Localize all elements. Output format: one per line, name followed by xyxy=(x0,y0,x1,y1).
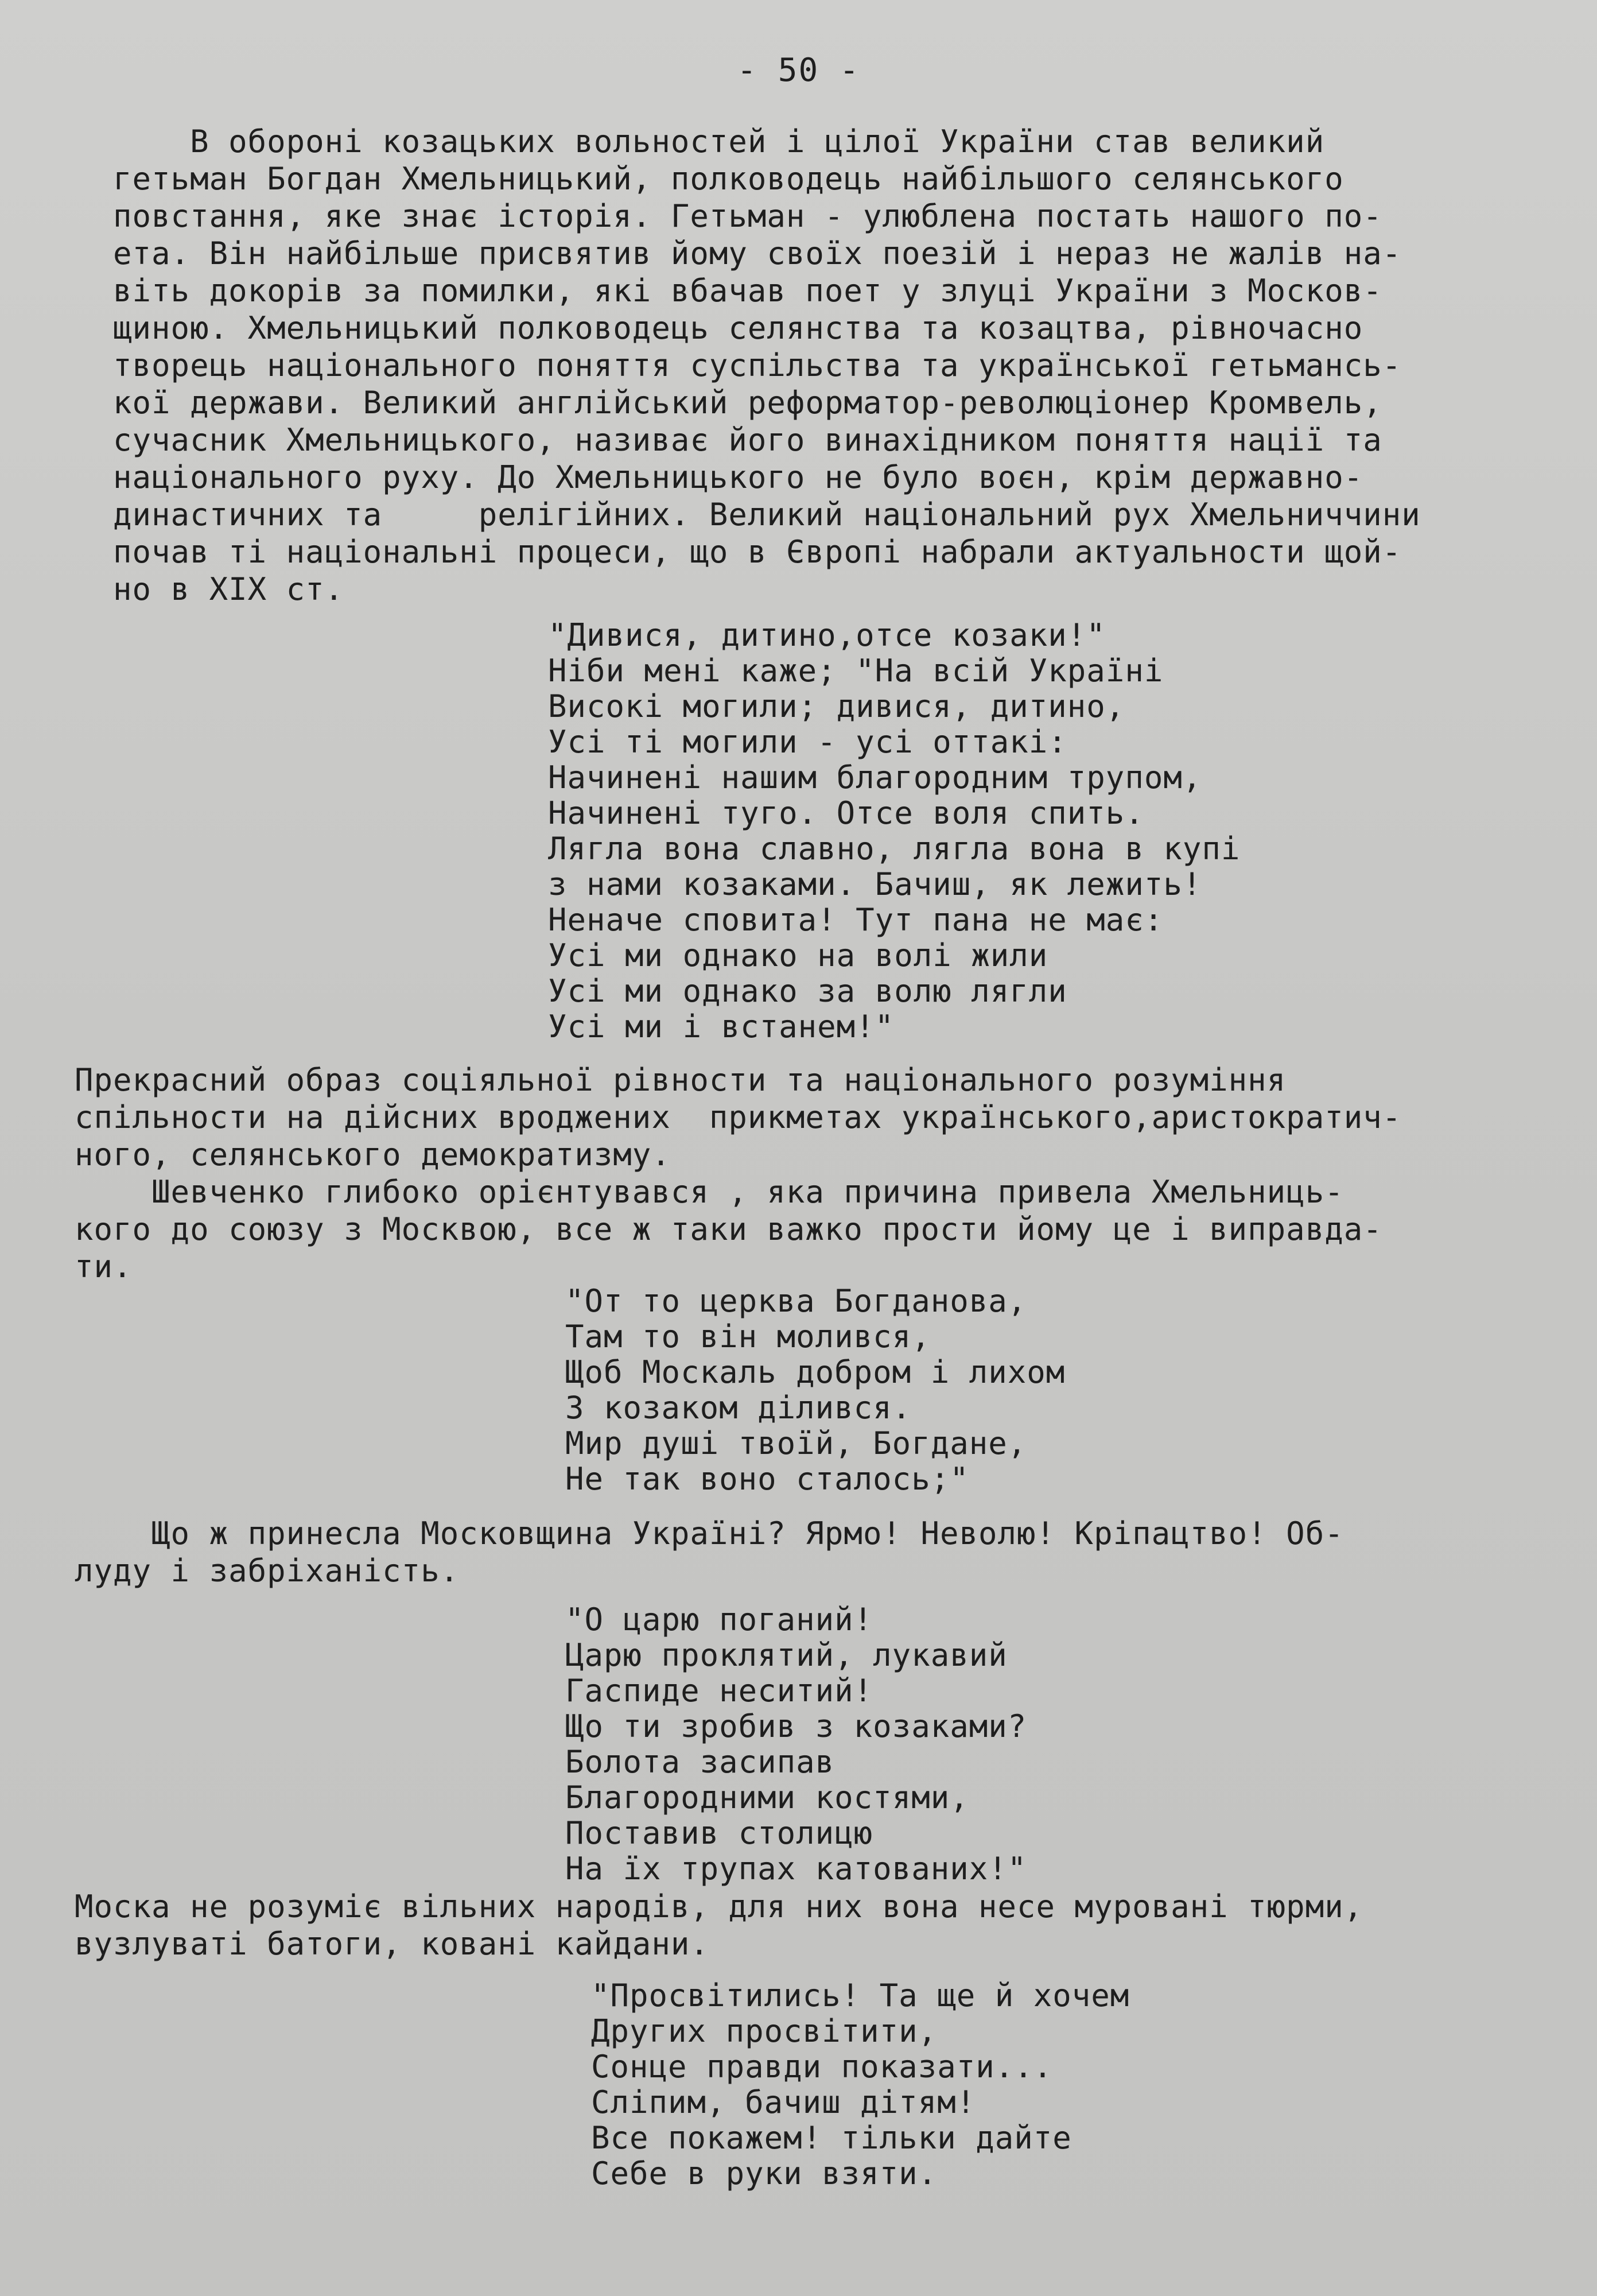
paragraph-2-line: Прекрасний образ соціяльної рівности та національного розуміння xyxy=(75,1062,1287,1098)
paragraph-1-line: кої держави. Великий англійський реформатор-революціонер Кромвель, xyxy=(75,385,1382,421)
poem-3-line: Поставив столицю xyxy=(565,1815,873,1851)
poem-1-line: Високі могили; дивися, дитино, xyxy=(548,688,1125,724)
paragraph-1-line: В обороні козацьких вольностей і цілої України став великий xyxy=(75,123,1325,160)
paragraph-1-line: повстання, яке знає історія. Гетьман - улюблена постать нашого по- xyxy=(75,198,1382,234)
paragraph-1-line: почав ті національні процеси, що в Європі набрали актуальности щой- xyxy=(75,534,1402,570)
poem-2-line: "От то церква Богданова, xyxy=(565,1283,1027,1319)
poem-2-line: Не так воно сталось;" xyxy=(565,1461,969,1497)
poem-1-line: Начинені туго. Отсе воля спить. xyxy=(548,795,1144,831)
poem-1-line: Ніби мені каже; "На всій Україні xyxy=(548,653,1164,689)
poem-3-line: Що ти зробив з козаками? xyxy=(565,1708,1027,1744)
paragraph-2-line: спільности на дійсних вроджених прикметах українського,аристократич- xyxy=(75,1099,1402,1135)
poem-4-line: Сліпим, бачиш дітям! xyxy=(591,2084,976,2120)
poem-1-line: з нами козаками. Бачиш, як лежить! xyxy=(548,866,1202,902)
paragraph-1-line: гетьман Богдан Хмельницький, полководець найбільшого селянського xyxy=(75,161,1344,197)
paragraph-1-line: династичних та релігійних. Великий національний рух Хмельниччини xyxy=(75,497,1421,533)
poem-2-line: Мир душі твоїй, Богдане, xyxy=(565,1425,1027,1461)
paragraph-3-line: кого до союзу з Москвою, все ж таки важко прости йому це і виправда- xyxy=(75,1211,1382,1247)
paragraph-4-line: луду і забріханість. xyxy=(75,1553,460,1589)
paragraph-5-line: вузлуваті батоги, ковані кайдани. xyxy=(75,1926,709,1962)
poem-2-line: З козаком ділився. xyxy=(565,1390,912,1426)
poem-3-line: "О царю поганий! xyxy=(565,1601,873,1638)
poem-4-line: "Просвітились! Та ще й хочем xyxy=(591,1977,1130,2014)
page-number: - 50 - xyxy=(737,52,860,89)
poem-1-line: Усі ми однако за волю лягли xyxy=(548,973,1067,1009)
paragraph-4-line: Що ж принесла Московщина Україні? Ярмо! Неволю! Кріпацтво! Об- xyxy=(75,1515,1344,1552)
paragraph-5-line: Моска не розуміє вільних народів, для них вона несе муровані тюрми, xyxy=(75,1888,1363,1925)
paragraph-1-line: віть докорів за помилки, які вбачав поет у злуці України з Москов- xyxy=(75,273,1382,309)
poem-2-line: Щоб Москаль добром і лихом xyxy=(565,1354,1066,1390)
poem-4-line: Сонце правди показати... xyxy=(591,2049,1053,2085)
poem-2-line: Там то він молився, xyxy=(565,1318,931,1355)
poem-1-line: Усі ми однако на волі жили xyxy=(548,937,1048,974)
paragraph-1-line: національного руху. До Хмельницького не було воєн, крім державно- xyxy=(75,459,1363,495)
paragraph-1-line: творець національного поняття суспільства та української гетьмансь- xyxy=(75,347,1402,383)
paragraph-1-line: но в XIX ст. xyxy=(75,571,344,607)
poem-4-line: Все покажем! тільки дайте xyxy=(591,2120,1072,2156)
paragraph-3-line: Шевченко глибоко орієнтувався , яка причина привела Хмельниць- xyxy=(75,1174,1344,1210)
poem-4-line: Других просвітити, xyxy=(591,2013,938,2049)
paragraph-1-line: щиною. Хмельницький полководець селянства та козацтва, рівночасно xyxy=(75,310,1363,346)
poem-1-line: "Дивися, дитино,отсе козаки!" xyxy=(548,617,1106,653)
paragraph-3-line: ти. xyxy=(75,1248,133,1285)
paragraph-1-line: сучасник Хмельницького, називає його винахідником поняття нації та xyxy=(75,422,1382,458)
poem-3-line: На їх трупах катованих!" xyxy=(565,1851,1027,1887)
poem-4-line: Себе в руки взяти. xyxy=(591,2155,938,2192)
poem-3-line: Болота засипав xyxy=(565,1744,835,1780)
poem-1-line: Лягла вона славно, лягла вона в купі xyxy=(548,831,1241,867)
paragraph-1-line: ета. Він найбільше присвятив йому своїх поезій і нераз не жалів на- xyxy=(75,235,1402,272)
poem-1-line: Усі ми і встанем!" xyxy=(548,1009,895,1045)
poem-1-line: Неначе сповита! Тут пана не має: xyxy=(548,902,1164,938)
poem-1-line: Усі ті могили - усі оттакі: xyxy=(548,724,1067,760)
poem-3-line: Царю проклятий, лукавий xyxy=(565,1637,1008,1673)
poem-3-line: Гаспиде неситий! xyxy=(565,1673,873,1709)
poem-1-line: Начинені нашим благородним трупом, xyxy=(548,759,1202,796)
poem-3-line: Благородними костями, xyxy=(565,1779,969,1816)
paragraph-2-line: ного, селянського демократизму. xyxy=(75,1137,671,1173)
